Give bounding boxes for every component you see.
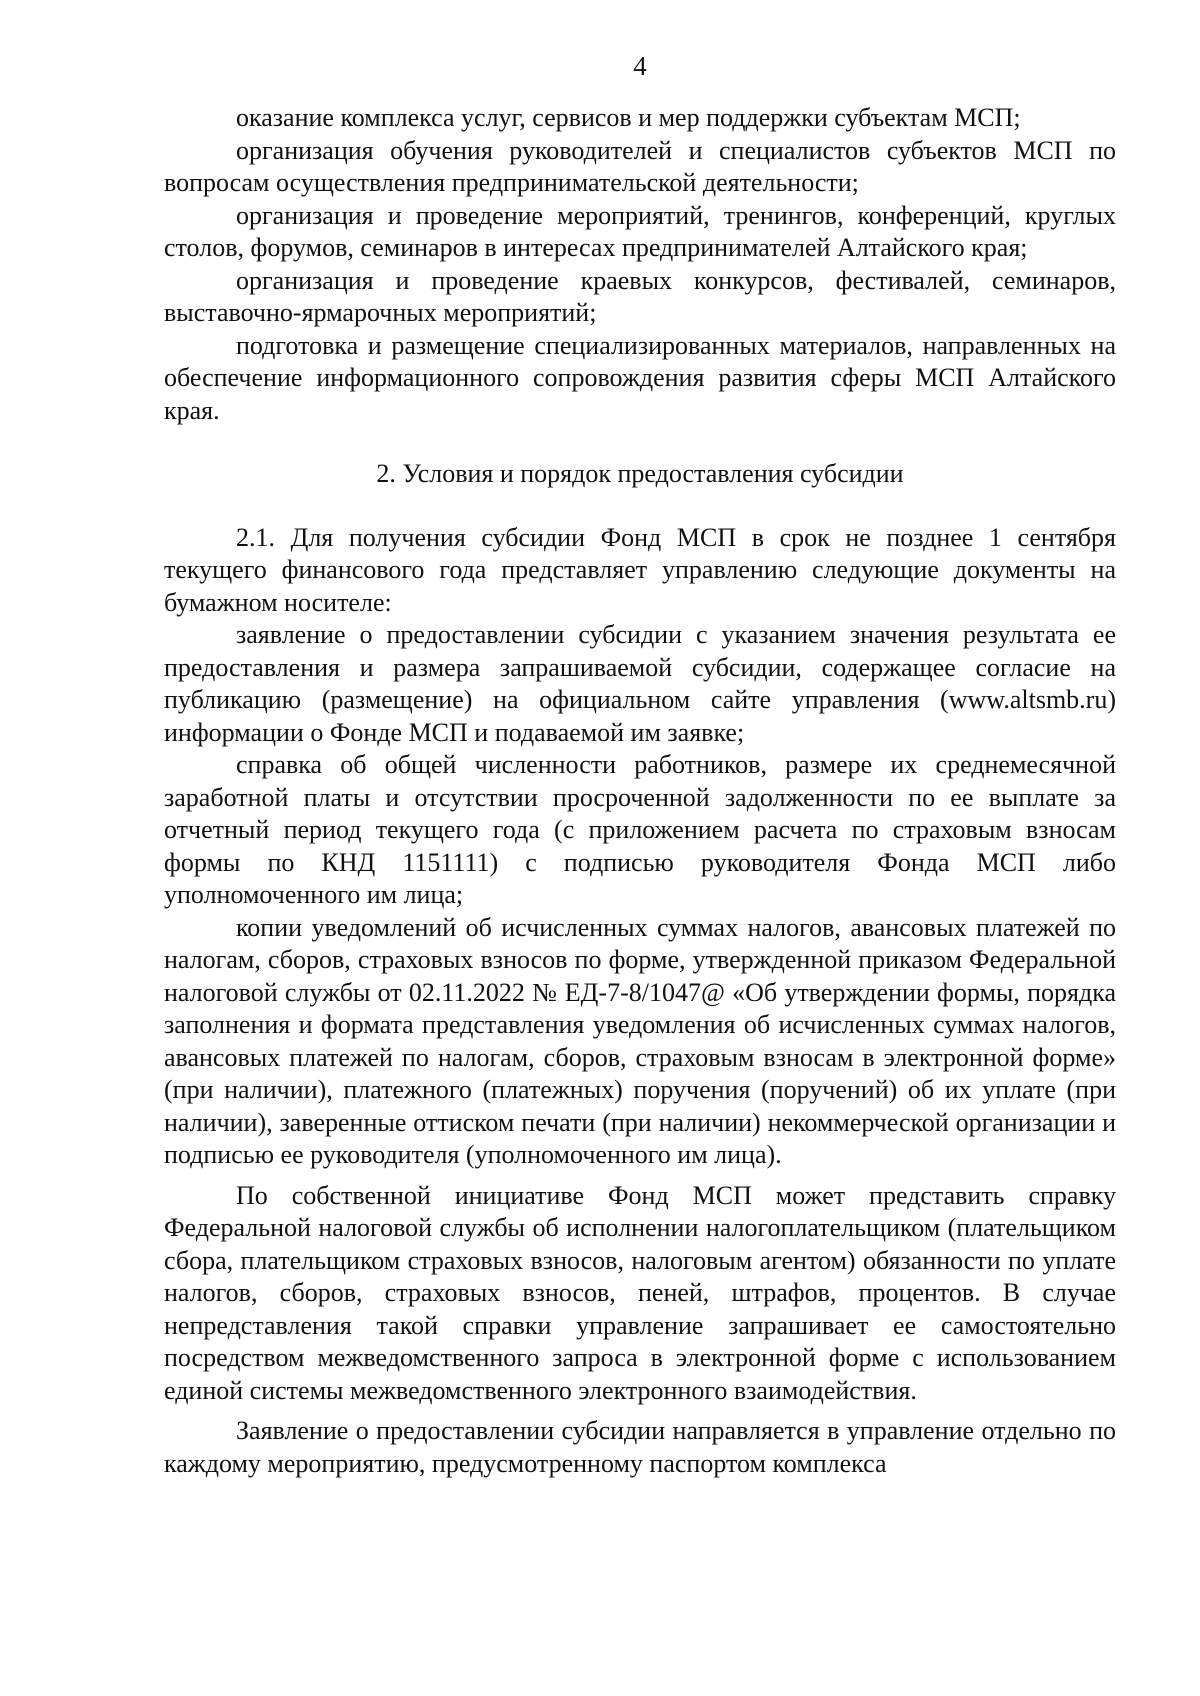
- body-text: [164, 102, 1116, 1480]
- section-heading: 2. Условия и порядок предоставления субсидии: [376, 459, 904, 488]
- paragraph: 2.1. Для получения субсидии Фонд МСП в срок не позднее 1 сентября текущего финансового года представляет управлению следующие документы на бумажном носителе:: [164, 522, 1116, 617]
- paragraph: копии уведомлений об исчисленных суммах налогов, авансовых платежей по налогам, сборов, страховых взносов по форме, утвержденной приказом Федеральной налоговой службы от 02.11.2022 № ЕД-7-8/1047@ «Об утверждении формы, порядка заполнения и формата представления уведомления об исчисленных суммах налогов, авансовых платежей по налогам, сборов, страховым взносам в электронной форме» (при наличии), платежного (платежных) поручения (поручений) об их уплате (при наличии), заверенные оттиском печати (при наличии) некоммерческой организации и подписью ее руководителя (уполномоченного им лица).: [164, 912, 1116, 1169]
- paragraph: организация и проведение мероприятий, тренингов, конференций, круглых столов, форумов, семинаров в интересах предпринимателей Алтайского края;: [164, 200, 1116, 262]
- paragraph: подготовка и размещение специализированных материалов, направленных на обеспечение информационного сопровождения развития сферы МСП Алтайского края.: [164, 330, 1116, 425]
- paragraph: По собственной инициативе Фонд МСП может представить справку Федеральной налоговой службы об исполнении налогоплательщиком (плательщиком сбора, плательщиком страховых взносов, налоговым агентом) обязанности по уплате налогов, сборов, страховых взносов, пеней, штрафов, процентов. В случае непредставления такой справки управление запрашивает ее самостоятельно посредством межведомственного запроса в электронной форме с использованием единой системы межведомственного электронного взаимодействия.: [164, 1180, 1116, 1405]
- paragraph: организация обучения руководителей и специалистов субъектов МСП по вопросам осуществления предпринимательской деятельности;: [164, 135, 1116, 197]
- paragraph: организация и проведение краевых конкурсов, фестивалей, семинаров, выставочно-ярмарочных мероприятий;: [164, 265, 1116, 327]
- paragraph: заявление о предоставлении субсидии с указанием значения результата ее предоставления и размера запрашиваемой субсидии, содержащее согласие на публикацию (размещение) на официальном сайте управления (www.altsmb.ru) информации о Фонде МСП и подаваемой им заявке;: [164, 620, 1116, 747]
- paragraph: Заявление о предоставлении субсидии направляется в управление отдельно по каждому мероприятию, предусмотренному паспортом комплекса: [164, 1416, 1116, 1478]
- page-number: 4: [633, 51, 647, 81]
- paragraph: справка об общей численности работников, размере их среднемесячной заработной платы и отсутствии просроченной задолженности по ее выплате за отчетный период текущего года (с приложением расчета по страховым взносам формы по КНД 1151111) с подписью руководителя Фонда МСП либо уполномоченного им лица;: [164, 750, 1116, 909]
- paragraph: оказание комплекса услуг, сервисов и мер поддержки субъектам МСП;: [236, 103, 1021, 132]
